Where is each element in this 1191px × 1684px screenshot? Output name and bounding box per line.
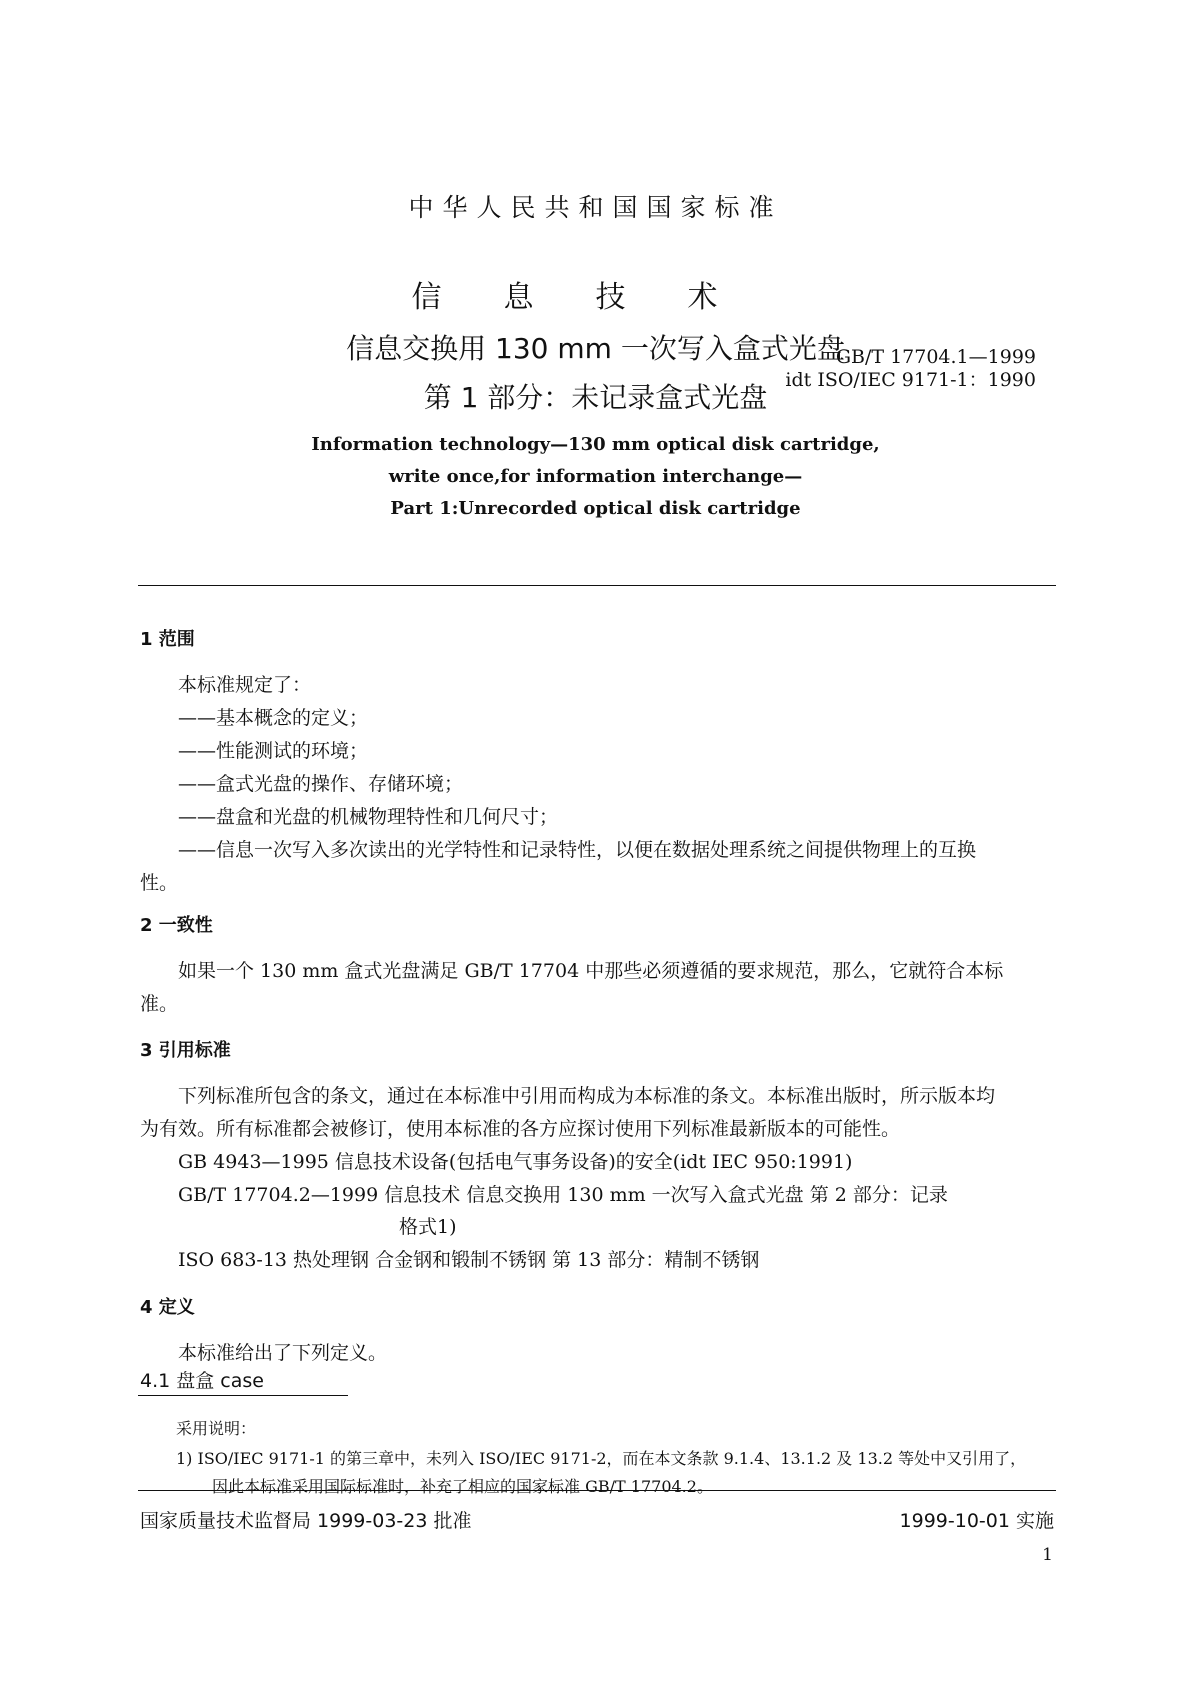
footnote-divider: [138, 1395, 348, 1396]
reference-entry: GB 4943—1995 信息技术设备(包括电气事务设备)的安全(idt IEC 950:1991): [178, 1151, 853, 1173]
section-1-item: ——盒式光盘的操作、存储环境；: [178, 773, 464, 795]
effective-date: 1999-10-01 实施: [899, 1510, 1054, 1532]
page-number: 1: [1042, 1545, 1053, 1565]
approval-date: 国家质量技术监督局 1999-03-23 批准: [140, 1510, 472, 1532]
section-1-intro: 本标准规定了：: [178, 674, 312, 696]
section-2-paragraph-line-2: 准。: [140, 993, 179, 1015]
english-title-line-1: Information technology—130 mm optical disk cartridge,: [311, 434, 880, 455]
footnote-line-1: 1) ISO/IEC 9171-1 的第三章中，未列入 ISO/IEC 9171-2，而在本文条款 9.1.4、13.1.2 及 13.2 等处中又引用了，: [176, 1449, 1027, 1468]
english-title-line-3: Part 1:Unrecorded optical disk cartridge: [390, 498, 801, 519]
section-3-paragraph-line-2: 为有效。所有标准都会被修订，使用本标准的各方应探讨使用下列标准最新版本的可能性。: [140, 1118, 901, 1140]
reference-entry: ISO 683-13 热处理钢 合金钢和锻制不锈钢 第 13 部分：精制不锈钢: [178, 1249, 760, 1271]
title-line-1: 信息技术: [411, 280, 780, 315]
national-standard-label: 中华人民共和国国家标准: [408, 193, 783, 222]
footer-divider: [138, 1490, 1056, 1491]
footnote-title: 采用说明：: [176, 1419, 257, 1438]
section-1-item: ——盘盒和光盘的机械物理特性和几何尺寸；: [178, 806, 559, 828]
title-line-2: 信息交换用 130 mm 一次写入盒式光盘: [346, 332, 845, 365]
header-divider: [138, 585, 1056, 586]
section-3-paragraph-line-1: 下列标准所包含的条文，通过在本标准中引用而构成为本标准的条文。本标准出版时，所示版本均: [178, 1085, 996, 1107]
section-3-heading: 3 引用标准: [140, 1040, 231, 1061]
title-line-3: 第 1 部分：未记录盒式光盘: [423, 381, 768, 414]
standard-code-line-2: idt ISO/IEC 9171-1：1990: [785, 369, 1036, 391]
section-2-paragraph-line-1: 如果一个 130 mm 盒式光盘满足 GB/T 17704 中那些必须遵循的要求规范，那么，它就符合本标: [178, 960, 1004, 982]
section-1-item: ——基本概念的定义；: [178, 707, 369, 729]
standard-code: [785, 346, 1036, 392]
section-1-item-tail: 性。: [140, 872, 179, 894]
section-1-heading: 1 范围: [140, 629, 195, 650]
section-2-heading: 2 一致性: [140, 915, 213, 936]
section-1-item: ——信息一次写入多次读出的光学特性和记录特性，以便在数据处理系统之间提供物理上的互换: [178, 839, 977, 861]
section-1-item: ——性能测试的环境；: [178, 740, 369, 762]
section-4-intro: 本标准给出了下列定义。: [178, 1342, 388, 1364]
standard-code-line-1: GB/T 17704.1—1999: [835, 346, 1036, 368]
reference-entry-continuation: 格式1): [399, 1216, 457, 1238]
section-4-heading: 4 定义: [140, 1297, 195, 1318]
footnote-line-2: 因此本标准采用国际标准时，补充了相应的国家标准 GB/T 17704.2。: [212, 1477, 713, 1496]
reference-entry: GB/T 17704.2—1999 信息技术 信息交换用 130 mm 一次写入盒式光盘 第 2 部分：记录: [178, 1184, 948, 1206]
english-title-line-2: write once,for information interchange—: [388, 466, 803, 487]
subsection-4-1-heading: 4.1 盘盒 case: [140, 1370, 264, 1392]
